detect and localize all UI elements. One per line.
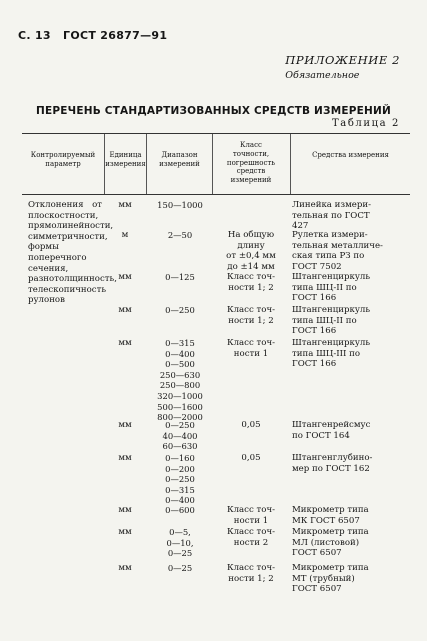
range-cell: 0—160 0—200 0—250 0—315 0—400 <box>165 453 195 506</box>
accuracy-cell: Класс точ- ности 1 <box>226 505 276 526</box>
instrument-cell: Микрометр типа МТ (трубный) ГОСТ 6507 <box>292 563 369 595</box>
unit-cell: мм <box>118 527 132 537</box>
header-bottom-rule <box>22 194 410 195</box>
range-cell: 0—5, 0—10, 0—25 <box>166 527 194 559</box>
accuracy-cell: Класс точ- ности 1 <box>226 338 276 359</box>
accuracy-cell: Класс точ- ности 1; 2 <box>226 305 276 326</box>
accuracy-cell: 0,05 <box>241 420 261 430</box>
instrument-cell: Линейка измери- тельная по ГОСТ 427 <box>292 200 371 232</box>
range-cell: 2—50 <box>167 230 193 240</box>
range-cell: 0—250 40—400 60—630 <box>162 420 198 452</box>
accuracy-cell: Класс точ- ности 1; 2 <box>226 563 276 584</box>
column-divider <box>212 134 213 194</box>
column-header-instrument: Средства измерения <box>312 151 389 159</box>
range-cell: 0—125 <box>165 272 195 282</box>
column-divider <box>290 134 291 194</box>
appendix-title: ПРИЛОЖЕНИЕ 2 <box>285 53 400 67</box>
table-label: Таблица 2 <box>331 118 400 129</box>
instrument-cell: Рулетка измери- тельная металличе- ская типа РЗ по ГОСТ 7502 <box>292 230 383 272</box>
accuracy-cell: На общую длину от ±0,4 мм до ±14 мм <box>226 230 276 272</box>
unit-cell: мм <box>118 505 132 515</box>
gost-number: ГОСТ 26877—91 <box>63 29 168 42</box>
column-header-range: Диапазон измерений <box>159 151 200 168</box>
page-number: С. 13 <box>18 29 51 42</box>
unit-cell: мм <box>118 420 132 430</box>
column-header-param: Контролируемый параметр <box>30 151 96 168</box>
unit-cell: мм <box>118 305 132 315</box>
document-title: ПЕРЕЧЕНЬ СТАНДАРТИЗОВАННЫХ СРЕДСТВ ИЗМЕРЕНИЙ <box>36 105 391 117</box>
table-top-rule <box>22 133 410 134</box>
range-cell: 0—25 <box>167 563 193 573</box>
accuracy-cell: Класс точ- ности 2 <box>226 527 276 548</box>
page-header <box>18 29 175 42</box>
instrument-cell: Штангенциркуль типа ШЦ-II по ГОСТ 166 <box>292 272 371 304</box>
range-cell: 0—600 <box>165 505 195 515</box>
unit-cell: мм <box>118 272 132 282</box>
param-cell: Отклонения от плоскостности, прямолинейности, симметричности, формы поперечного сечения, разнотолщинность, телескопичность рулонов <box>28 200 117 306</box>
unit-cell: мм <box>118 200 132 210</box>
instrument-cell: Штангенциркуль типа ШЦ-II по ГОСТ 166 <box>292 305 371 337</box>
range-cell: 0—250 <box>165 305 195 315</box>
unit-cell: мм <box>118 563 132 573</box>
unit-cell: мм <box>118 453 132 463</box>
appendix-block <box>285 53 400 81</box>
instrument-cell: Штангенглубино- мер по ГОСТ 162 <box>292 453 373 474</box>
unit-cell: мм <box>118 338 132 348</box>
instrument-cell: Микрометр типа МК ГОСТ 6507 <box>292 505 369 526</box>
range-cell: 150—1000 <box>157 200 203 210</box>
instrument-cell: Штангенциркуль типа ШЦ-III по ГОСТ 166 <box>292 338 371 370</box>
column-header-unit: Единица измерения <box>105 151 146 168</box>
instrument-cell: Штангенрейсмус по ГОСТ 164 <box>292 420 371 441</box>
range-cell: 0—315 0—400 0—500 250—630 250—800 320—1000 500—1600 800—2000 <box>157 338 203 423</box>
accuracy-cell: Класс точ- ности 1; 2 <box>226 272 276 293</box>
accuracy-cell: 0,05 <box>241 453 261 463</box>
instrument-cell: Микрометр типа МЛ (листовой) ГОСТ 6507 <box>292 527 369 559</box>
unit-cell: м <box>121 230 129 240</box>
appendix-subtitle: Обязательное <box>285 70 360 81</box>
column-header-accuracy: Класс точности, погрешность средств измерений <box>226 141 276 184</box>
